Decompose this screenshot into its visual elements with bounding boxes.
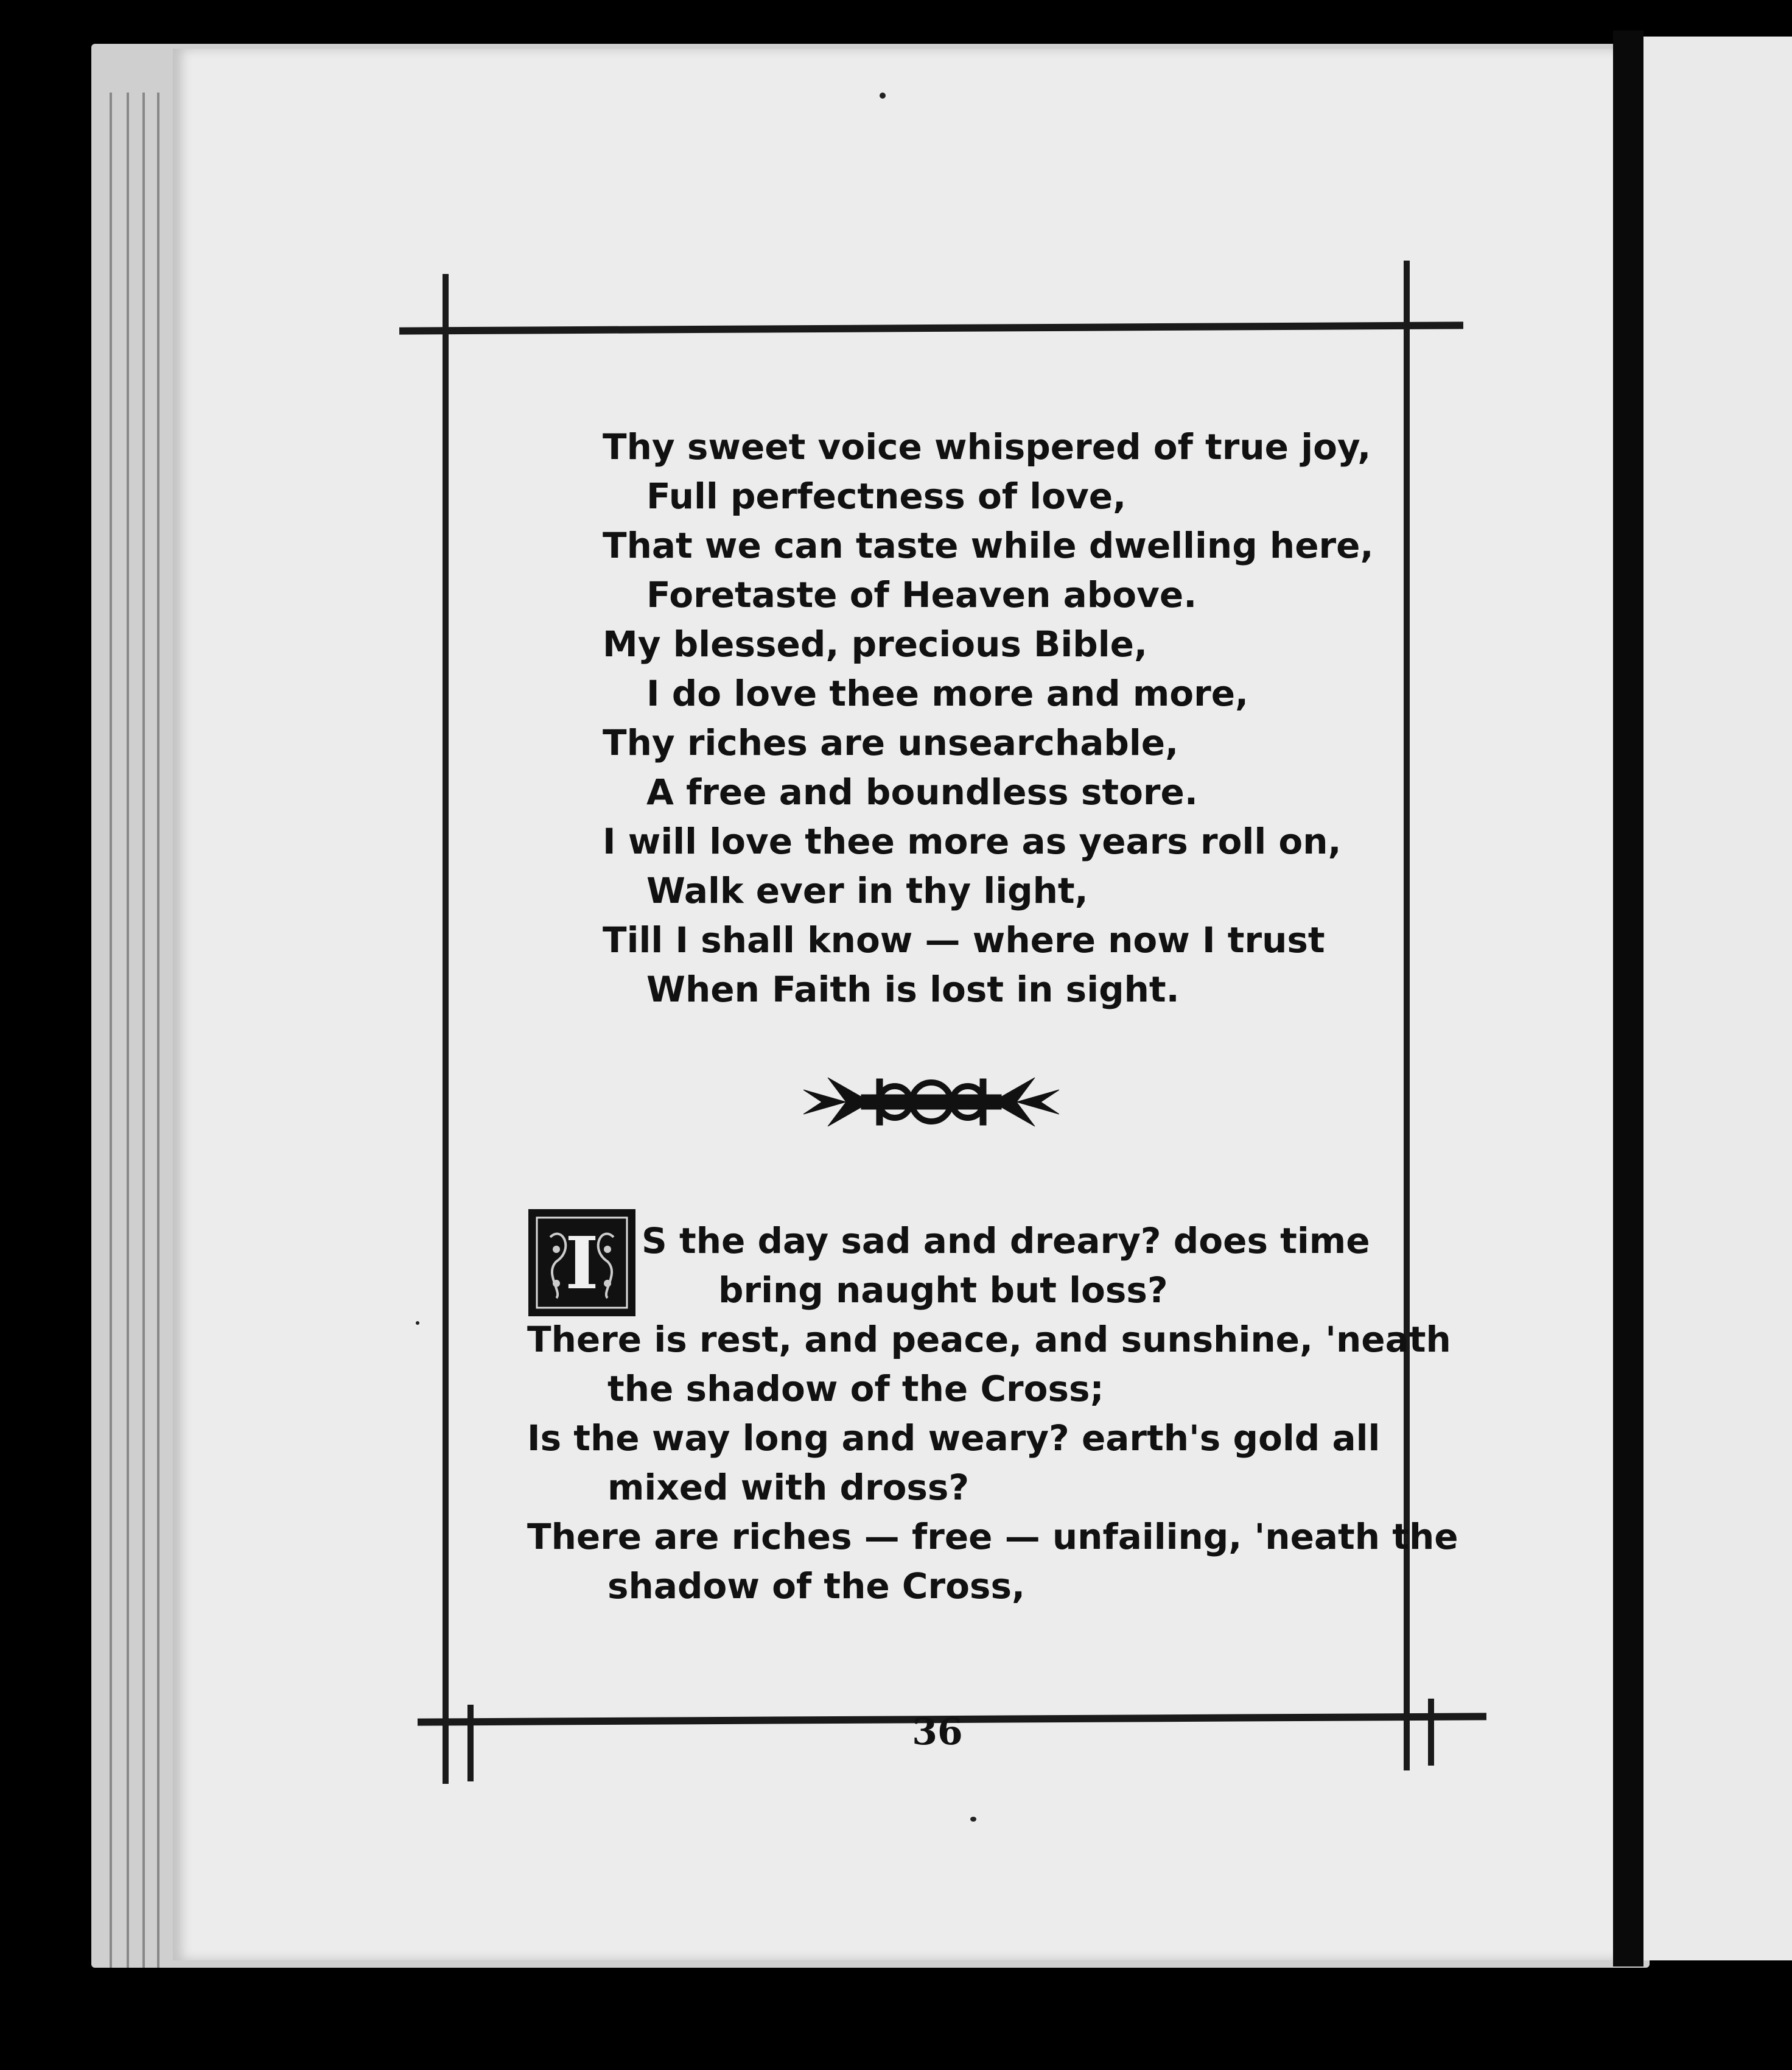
poem-line: the shadow of the Cross; — [607, 1368, 1104, 1409]
illuminated-dropcap — [528, 1209, 635, 1316]
poem-line: shadow of the Cross, — [607, 1565, 1026, 1607]
page-edge-line — [127, 93, 129, 1968]
poem-line: Foretaste of Heaven above. — [646, 574, 1197, 616]
poem-line: There is rest, and peace, and sunshine, 'neath — [527, 1319, 1451, 1360]
poem-line: I do love thee more and more, — [646, 673, 1249, 714]
poem-two-opening — [642, 1216, 1370, 1315]
poem-line: There are riches — free — unfailing, 'neath the — [527, 1516, 1458, 1557]
poem-line: S the day sad and dreary? does time — [642, 1220, 1370, 1261]
dropcap-letter: I — [565, 1221, 599, 1305]
poem-line: A free and boundless store. — [646, 771, 1198, 813]
page-edge-line — [157, 93, 159, 1968]
book-gutter — [1613, 30, 1643, 1966]
poem-line: Full perfectness of love, — [646, 475, 1127, 517]
poem-two — [527, 1315, 1458, 1611]
poem-one — [603, 423, 1374, 1014]
floral-initial-icon — [532, 1213, 632, 1313]
frame-left-tail — [467, 1705, 474, 1781]
facing-page-edge — [1643, 37, 1792, 1960]
frame-right-tail — [1428, 1699, 1434, 1766]
poem-line: Is the way long and weary? earth's gold all — [527, 1417, 1381, 1459]
page-edge-line — [110, 93, 112, 1968]
page-number: 36 — [912, 1711, 963, 1753]
ornament-divider-icon — [803, 1072, 1059, 1132]
poem-line: That we can taste while dwelling here, — [603, 525, 1374, 566]
page-edge-line — [142, 93, 145, 1968]
poem-line: mixed with dross? — [607, 1467, 970, 1508]
print-speck — [416, 1321, 419, 1325]
poem-line: Thy riches are unsearchable, — [603, 722, 1179, 763]
poem-line: My blessed, precious Bible, — [603, 623, 1148, 665]
poem-line: Till I shall know — where now I trust — [603, 919, 1325, 961]
poem-line: Thy sweet voice whispered of true joy, — [603, 426, 1371, 468]
print-speck — [880, 93, 886, 99]
frame-left-rule — [443, 274, 449, 1784]
poem-line: Walk ever in thy light, — [646, 870, 1088, 911]
poem-line: When Faith is lost in sight. — [646, 969, 1180, 1010]
poem-line: I will love thee more as years roll on, — [603, 821, 1342, 862]
poem-line: bring naught but loss? — [718, 1269, 1168, 1311]
print-speck — [970, 1817, 976, 1822]
